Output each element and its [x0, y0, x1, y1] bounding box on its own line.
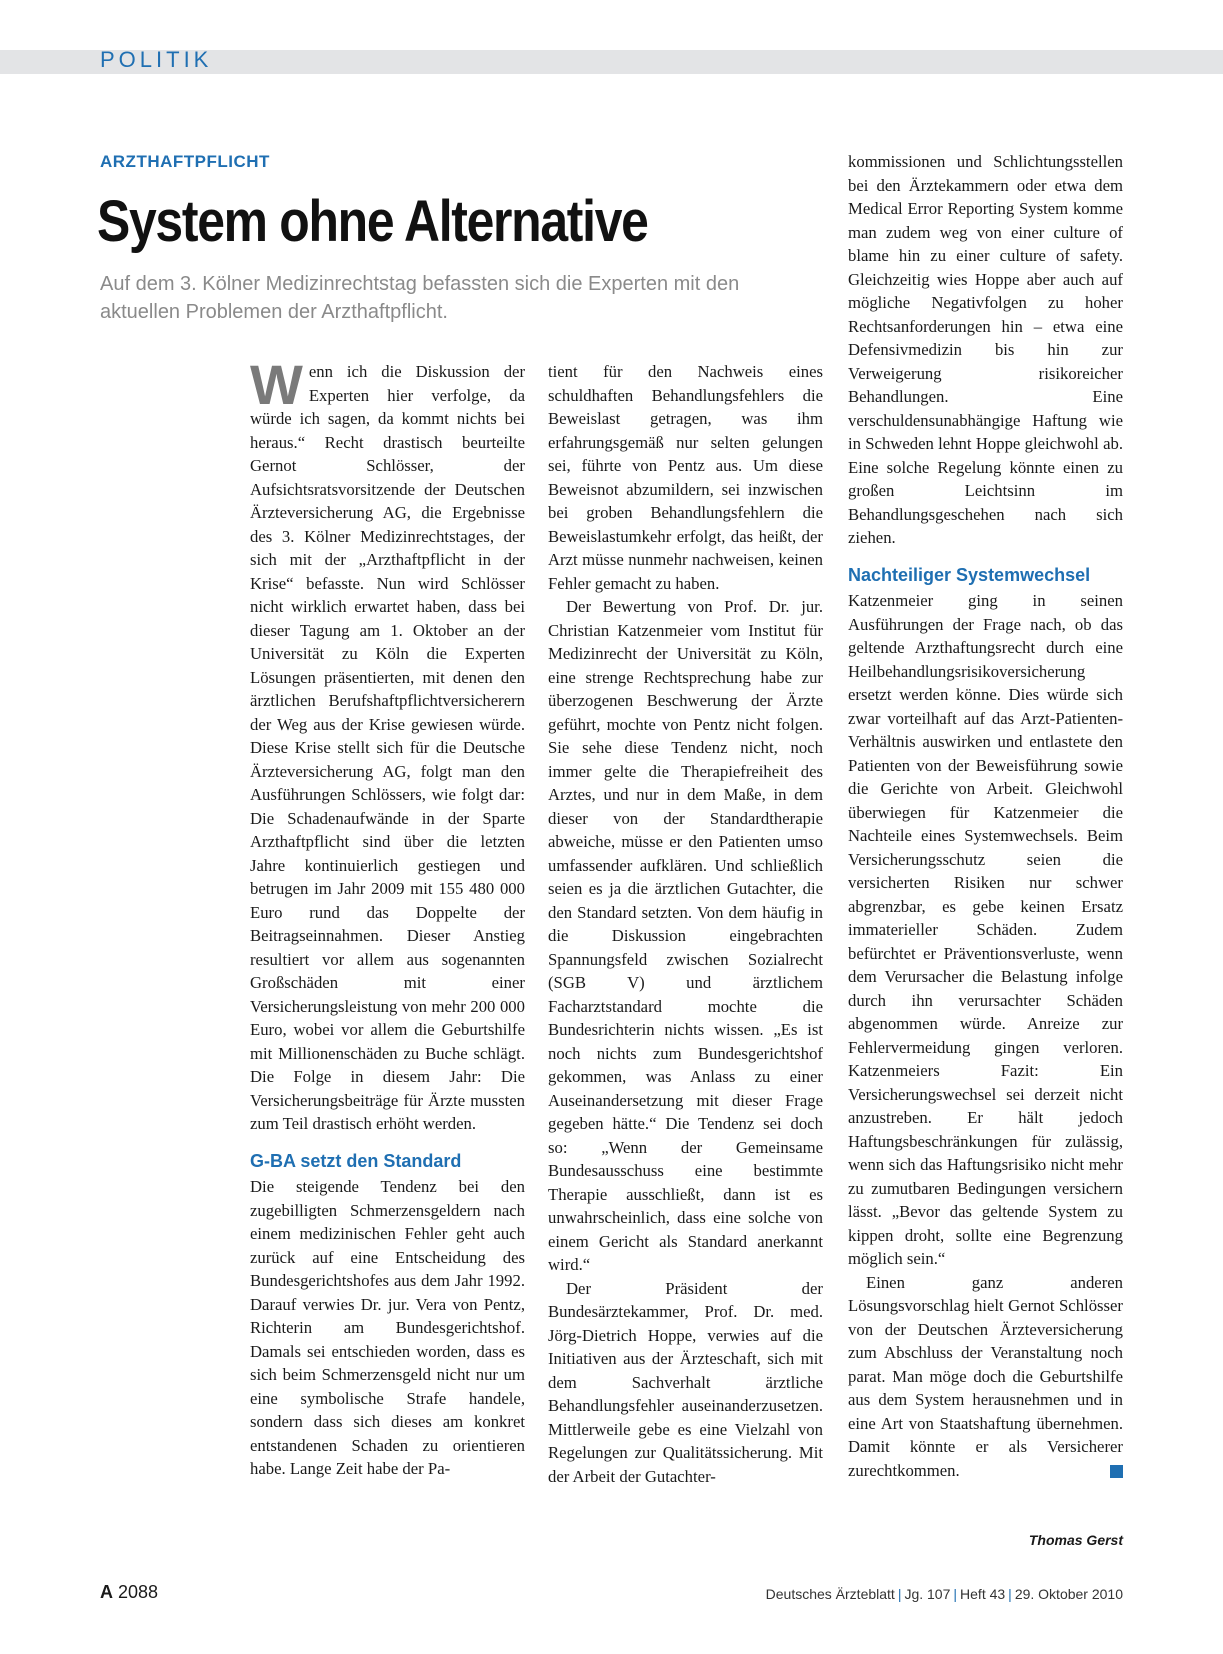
page-folio [100, 1582, 158, 1603]
article-standfirst: Auf dem 3. Kölner Medizinrechtstag befassten sich die Experten mit den aktuellen Problemen der Arzthaftpflicht. [100, 273, 740, 323]
page-prefix: A [100, 1582, 113, 1602]
text-column-2 [548, 360, 823, 1488]
separator: | [953, 1586, 958, 1602]
drop-cap: W [250, 353, 303, 416]
paragraph-text: Einen ganz anderen Lösungsvorschlag hielt Gernot Schlösser von der Deutschen Ärzteversicherung zum Abschluss der Veranstaltung noch parat. Man möge doch die Geburtshilfe aus dem System herausnehmen und in eine Art von Staatshaftung übernehmen. Damit könnte er als Versicherer zurechtkommen. [848, 1272, 1123, 1480]
page-number: 2088 [118, 1582, 159, 1602]
article-title: System ohne Alternative [97, 189, 648, 254]
paragraph-text: enn ich die Diskussion der Experten hier verfolge, da würde ich sagen, da kommt nichts bei heraus.“ Recht drastisch beurteilte Gernot Schlösser, der Aufsichtsratsvorsitzende der Deutschen Ärzteversicherung AG, die Ergebnisse des 3. Kölner Medizinrechtstages, der sich mit der „Arzthaftpflicht in der Krise“ befasste. Nun wird Schlösser nicht wirklich erwartet haben, dass bei dieser Tagung am 1. Oktober an der Universität zu Köln die Experten Lösungen präsentierten, mit denen den ärztlichen Berufshaftpflichtversicherern der Weg aus der Krise gewiesen würde. Diese Krise stellt sich für die Deutsche Ärzteversicherung AG, folgt man den Ausführungen Schlössers, wie folgt dar: Die Schadenaufwände in der Sparte Arzthaftpflicht sind über die letzten Jahre kontinuierlich gestiegen und betrugen im Jahr 2009 mit 155 480 000 Euro rund das Doppelte der Beitragseinnahmen. Dieser Anstieg resultiert vor allem aus sogenannten Großschäden mit einer Versicherungsleistung von mehr 200 000 Euro, wobei vor allem die Geburtshilfe mit Millionenschäden zu Buche schlägt. Die Folge in diesem Jahr: Die Versicherungsbeiträge für Ärzte mussten zum Teil drastisch erhöht werden. [250, 362, 525, 1133]
section-label: POLITIK [100, 47, 213, 72]
article-kicker: ARZTHAFTPFLICHT [100, 152, 270, 171]
separator: | [1008, 1586, 1012, 1602]
paragraph: Katzenmeier ging in seinen Ausführungen der Frage nach, ob das geltende Arzthaftungsrecht durch eine Heilbehandlungsrisikoversicherung ersetzt werden könne. Dies würde sich zwar vorteilhaft auf das Arzt-Patienten-Verhältnis auswirken und entlastete den Patienten von der Beweisführung sowie die Gerichte von Arbeit. Gleichwohl überwiegen für Katzenmeier die Nachteile eines Systemwechsels. Beim Versicherungsschutz seien die versicherten Risiken nur schwer abgrenzbar, es gebe keinen Ersatz immaterieller Schäden. Zudem befürchtet er Präventionsverluste, wenn dem Verursacher die Belastung infolge durch ihn verursachter Schäden abgenommen würde. Anreize zur Fehlervermeidung gingen verloren. Katzenmeiers Fazit: Ein Versicherungswechsel sei derzeit nicht anzustreben. Er hält jedoch Haftungsbeschränkungen für zulässig, wenn sich das Haftungsrisiko nicht mehr zu zumutbaren Bedingungen versichern lässt. „Bevor das geltende System zu kippen droht, sollte eine Begrenzung möglich sein.“ [848, 591, 1123, 1268]
issue: Heft 43 [960, 1586, 1006, 1602]
paragraph: Der Bewertung von Prof. Dr. jur. Christian Katzenmeier vom Institut für Medizinrecht der Universität zu Köln, eine strenge Rechtsprechung habe zur überzogenen Beschwerung der Ärzte geführt, mochte von Pentz nicht folgen. Sie sehe diese Tendenz nicht, noch immer gelte die Therapiefreiheit des Arztes, und nur in dem Maße, in dem dieser von der Standardtherapie abweiche, müsse er den Patienten umso umfassender aufklären. Und schließlich seien es ja die ärztlichen Gutachter, die den Standard setzten. Von dem häufig in die Diskussion eingebrachten Spannungsfeld zwischen Sozialrecht (SGB V) und ärztlichem Facharztstandard mochte die Bundesrichterin nichts wissen. „Es ist noch nichts zum Bundesgerichtshof gekommen, was Anlass zu einer Auseinandersetzung mit dieser Frage gegeben hätte.“ Die Tendenz sei doch so: „Wenn der Gemeinsame Bundesausschuss eine bestimmte Therapie ausschließt, dann ist es unwahrscheinlich, dass eine solche von einem Gericht als Standard anerkannt wird.“ [548, 597, 823, 1274]
journal-footer [766, 1586, 1123, 1602]
subheading: Nachteiliger Systemwechsel [848, 564, 1091, 585]
paragraph: kommissionen und Schlichtungsstellen bei den Ärztekammern oder etwa dem Medical Error Reporting System komme man zudem weg von einer culture of blame hin zu einer culture of safety. Gleichzeitig wies Hoppe aber auch auf mögliche Negativfolgen zu hoher Rechtsanforderungen hin – etwa eine Defensivmedizin bis hin zur Verweigerung risikoreicher Behandlungen. Eine verschuldensunabhängige Haftung wie in Schweden lehnt Hoppe gleichwohl ab. Eine solche Regelung könnte einen zu großen Leichtsinn im Behandlungsgeschehen nach sich ziehen. [848, 152, 1123, 547]
author-byline: Thomas Gerst [1028, 1532, 1123, 1548]
text-column-3 [848, 150, 1123, 1482]
paragraph: tient für den Nachweis eines schuldhaften Behandlungsfehlers die Beweislast getragen, was ihm erfahrungsgemäß nur selten gelungen sei, führte von Pentz aus. Um diese Beweisnot abzumildern, sei inzwischen bei groben Behandlungsfehlern die Beweislastumkehr erfolgt, das heißt, der Arzt müsse nunmehr nachweisen, keinen Fehler gemacht zu haben. [548, 362, 823, 593]
paragraph [848, 1271, 1123, 1483]
text-column-1 [250, 353, 525, 1481]
end-of-article-mark [1110, 1465, 1123, 1478]
issue-date: 29. Oktober 2010 [1014, 1586, 1123, 1602]
paragraph: Der Präsident der Bundesärztekammer, Prof. Dr. med. Jörg-Dietrich Hoppe, verwies auf die Initiativen aus der Ärzteschaft, sich mit dem Sachverhalt ärztliche Behandlungsfehler auseinanderzusetzen. Mittlerweile gebe es eine Vielzahl von Regelungen zur Qualitätssicherung. Mit der Arbeit der Gutachter- [548, 1278, 823, 1486]
volume: Jg. 107 [904, 1586, 951, 1602]
paragraph: Die steigende Tendenz bei den zugebilligten Schmerzensgeldern nach einem medizinischen Fehler geht auch zurück auf eine Entscheidung des Bundesgerichtshofes aus dem Jahr 1992. Darauf verwies Dr. jur. Vera von Pentz, Richterin am Bundesgerichtshof. Damals sei entschieden worden, dass es sich beim Schmerzensgeld nicht nur um eine symbolische Strafe handele, sondern dass sich dieses am konkret entstandenen Schaden zu orientieren habe. Lange Zeit habe der Pa- [250, 1177, 525, 1478]
separator: | [897, 1586, 902, 1602]
subheading: G-BA setzt den Standard [250, 1150, 462, 1171]
paragraph [250, 353, 525, 1136]
journal-name: Deutsches Ärzteblatt [765, 1586, 895, 1602]
